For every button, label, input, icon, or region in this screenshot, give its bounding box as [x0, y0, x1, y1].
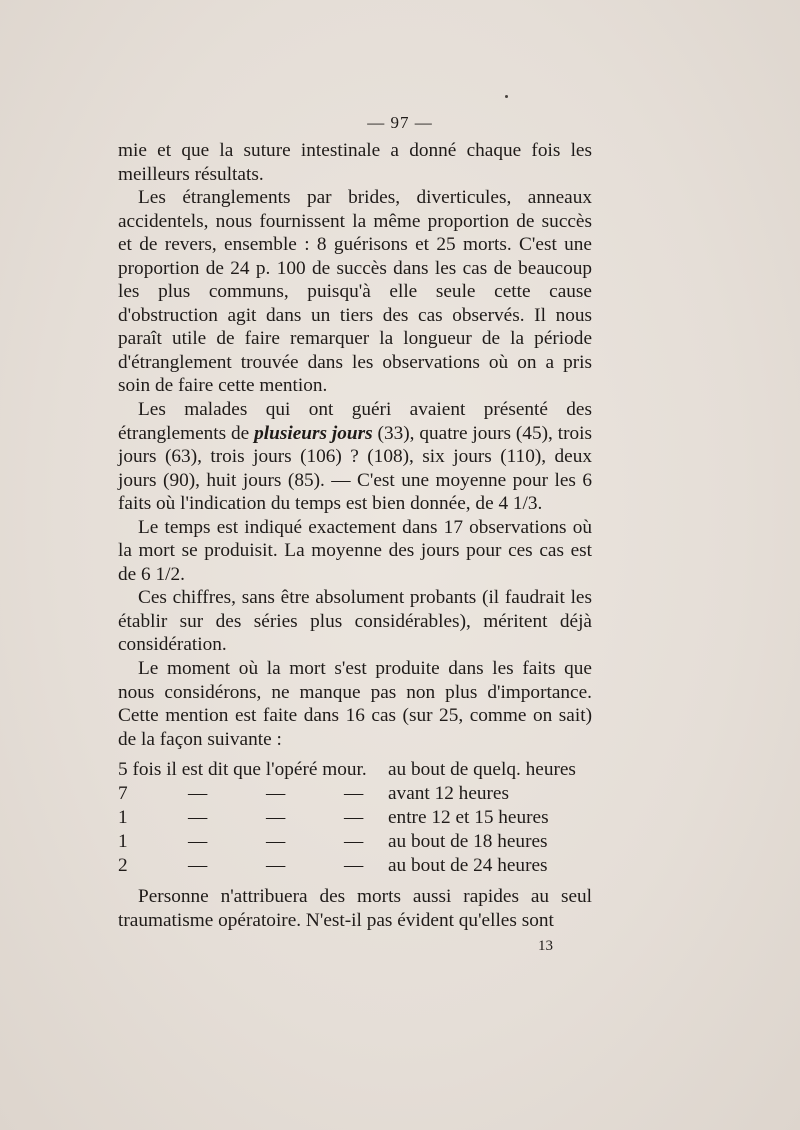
- page-number: — 97 —: [367, 113, 433, 132]
- paragraph-3-start: Les malades qui ont guéri avaient présenté des étranglements de: [118, 399, 592, 444]
- paragraph-4: Le temps est indiqué exactement dans 17 observations où la mort se produisit. La moyenne des jours pour ces cas est de 6 1/2.: [118, 516, 592, 585]
- body-text: [118, 139, 592, 751]
- ditto-dash: —: [344, 783, 364, 804]
- table-row-count: 7: [118, 783, 128, 804]
- table-row-when: au bout de 18 heures: [388, 831, 548, 852]
- table-row-when: au bout de quelq. heures: [388, 759, 576, 780]
- paragraph-3: [118, 398, 592, 516]
- table-row-when: avant 12 heures: [388, 783, 509, 804]
- table-row-count: 2: [118, 855, 128, 876]
- ditto-dash: —: [266, 831, 286, 852]
- ditto-dash: —: [188, 855, 208, 876]
- ditto-dash: —: [344, 831, 364, 852]
- table-row: [118, 855, 598, 879]
- paragraph-3-emphasis: plusieurs jours: [254, 422, 373, 444]
- closing-paragraph: Personne n'attribuera des morts aussi rapides au seul traumatisme opératoire. N'est-il pas évident qu'elles sont: [118, 886, 592, 931]
- table-row: [118, 759, 598, 783]
- paragraph-1: mie et que la suture intestinale a donné chaque fois les meilleurs résultats.: [118, 140, 592, 185]
- table-row: [118, 831, 598, 855]
- ditto-dash: —: [188, 807, 208, 828]
- table-row-count: 1: [118, 831, 128, 852]
- table-row: [118, 783, 598, 807]
- table-row-when: au bout de 24 heures: [388, 855, 548, 876]
- signature-mark: 13: [538, 938, 553, 954]
- paragraph-5: Ces chiffres, sans être absolument probants (il faudrait les établir sur des séries plus considérables), méritent déjà considération.: [118, 587, 592, 656]
- ditto-dash: —: [266, 807, 286, 828]
- table-row-when: entre 12 et 15 heures: [388, 807, 549, 828]
- paragraph-6: Le moment où la mort s'est produite dans les faits que nous considérons, ne manque pas non plus d'importance. Cette mention est faite dans 16 cas (sur 25, comme on sait) de la façon suivante :: [118, 658, 592, 750]
- ink-speck: [505, 95, 508, 98]
- ditto-dash: —: [344, 807, 364, 828]
- table-row-count: 1: [118, 807, 128, 828]
- table-row: [118, 807, 598, 831]
- paragraph-2: Les étranglements par brides, diverticules, anneaux accidentels, nous fournissent la même proportion de succès et de revers, ensemble : 8 guérisons et 25 morts. C'est une proportion de 24 p. 100 de succès dans les cas de beaucoup les plus communs, puisqu'à elle seule cette cause d'obstruction agit dans un tiers des cas observés. Il nous paraît utile de faire remarquer la longueur de la période d'étranglement trouvée dans les observations où on a pris soin de faire cette mention.: [118, 187, 592, 397]
- closing-text: [118, 885, 592, 933]
- ditto-dash: —: [188, 783, 208, 804]
- ditto-dash: —: [266, 855, 286, 876]
- paragraph-3-end: (33), quatre jours (45), trois jours (63), trois jours (106) ? (108), six jours (110), deux jours (90), huit jours (85). — C'est une moyenne pour les 6 faits où l'indication du temps est bien donnée, de 4 1/3.: [118, 422, 592, 515]
- death-timing-table: [118, 759, 598, 879]
- ditto-dash: —: [188, 831, 208, 852]
- table-row-lead: 5 fois il est dit que l'opéré mour.: [118, 759, 367, 780]
- ditto-dash: —: [344, 855, 364, 876]
- ditto-dash: —: [266, 783, 286, 804]
